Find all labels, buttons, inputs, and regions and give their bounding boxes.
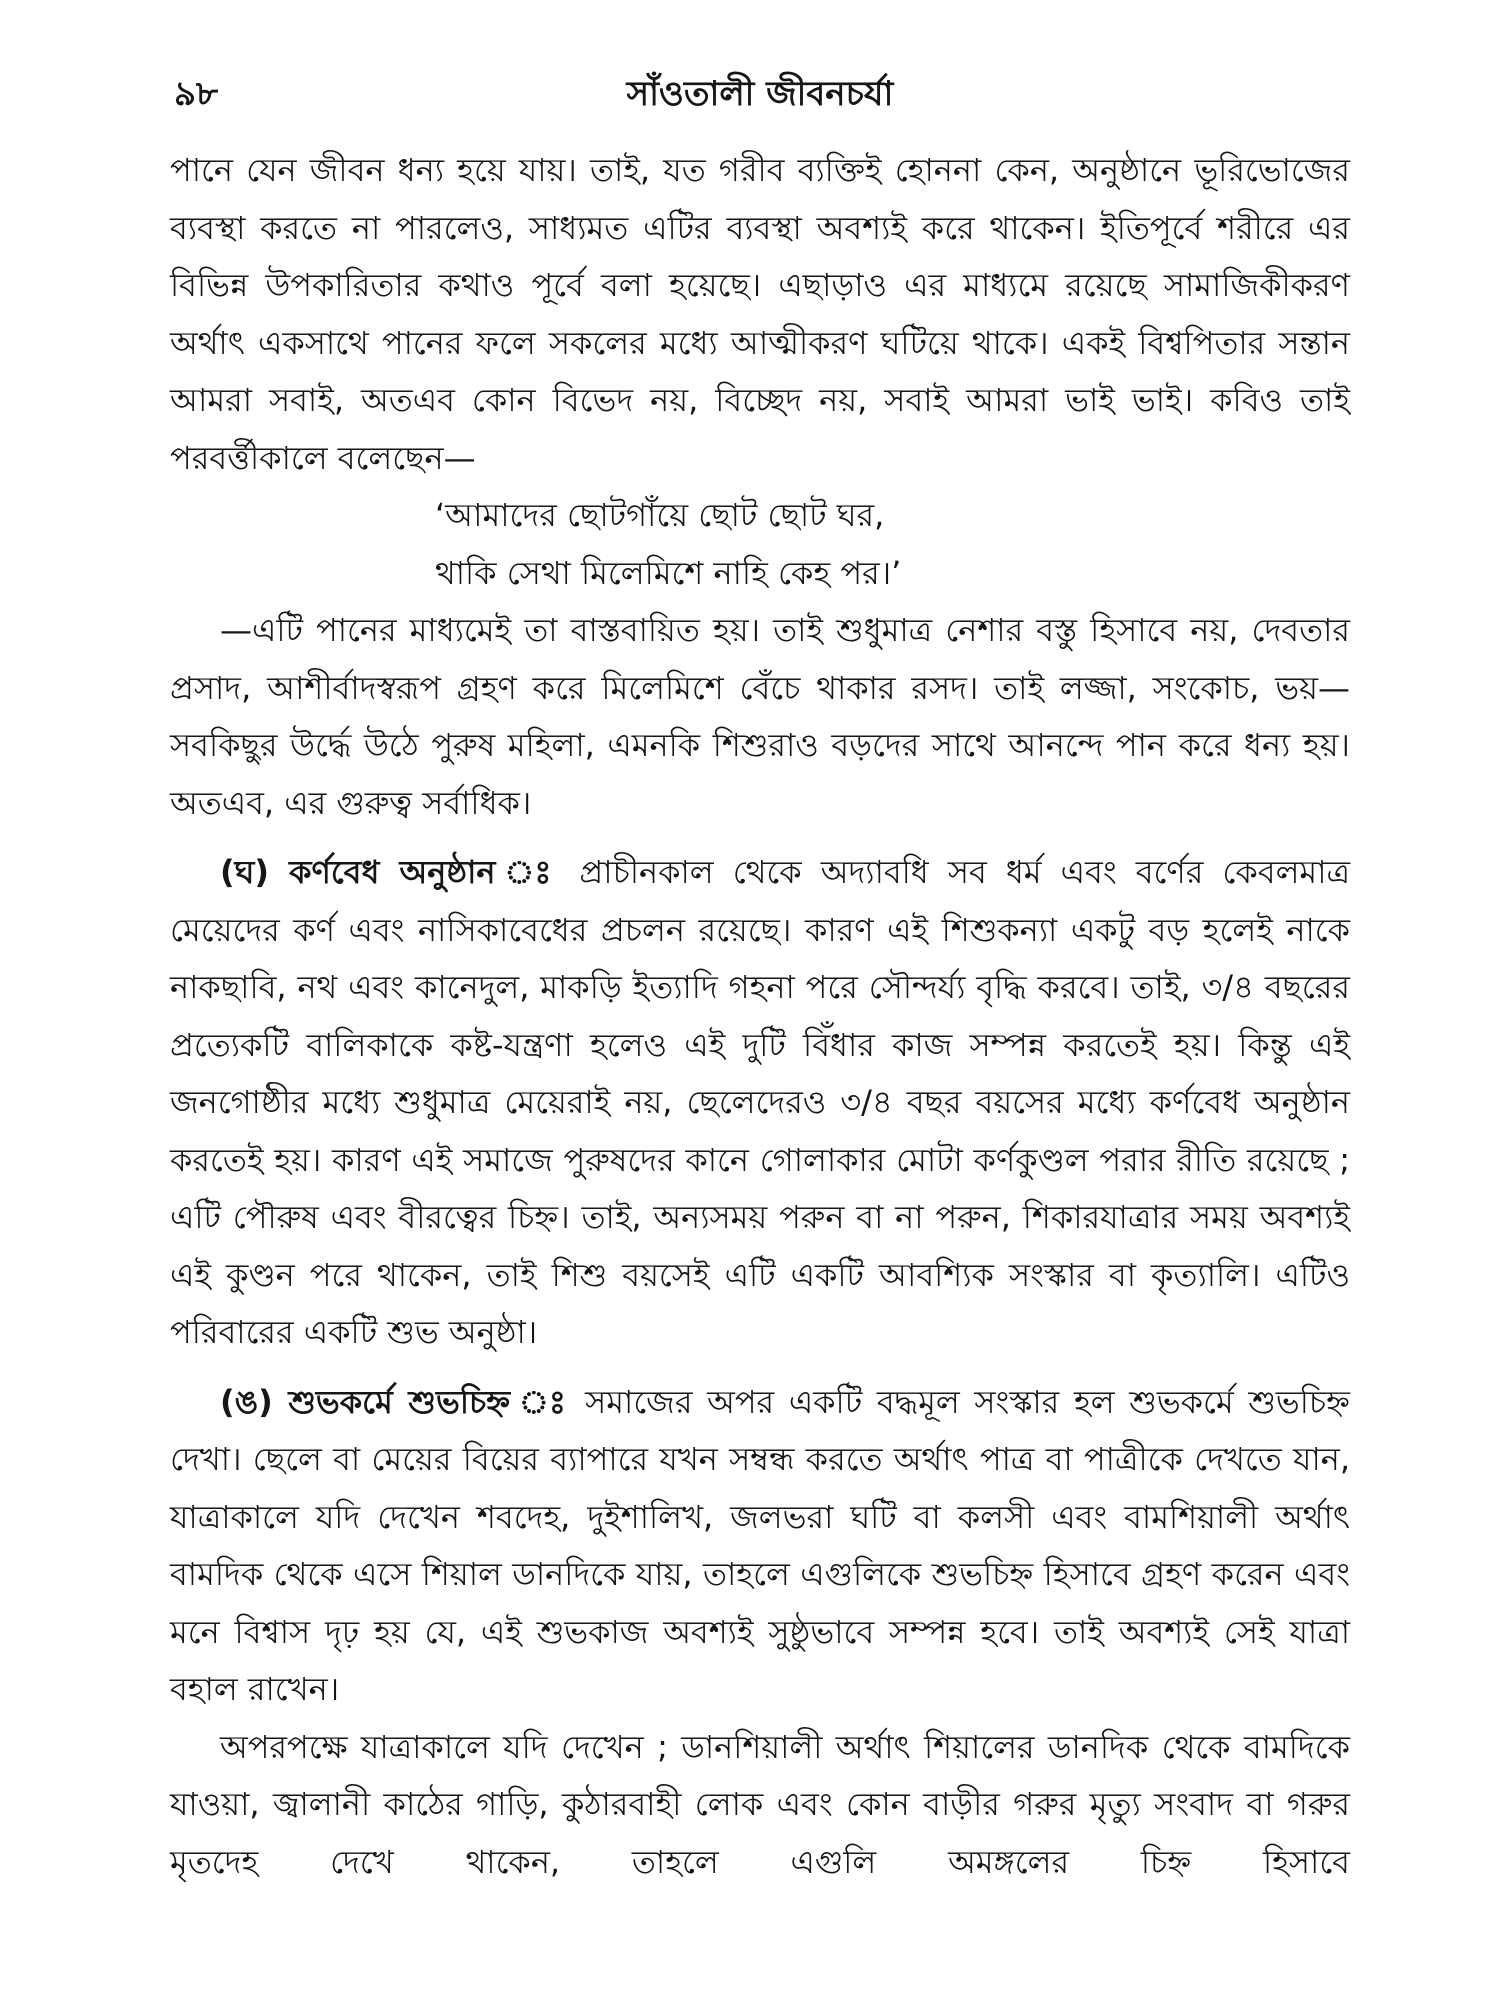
page-header (170, 62, 1350, 122)
section-heading-karnabedh: (ঘ) কর্ণবেধ অনুষ্ঠান ঃ (220, 853, 561, 891)
section-text-shubhochinho: সমাজের অপর একটি বদ্ধমূল সংস্কার হল শুভকর্মে শুভচিহ্ন দেখা। ছেলে বা মেয়ের বিয়ের ব্যাপারে যখন সম্বন্ধ করতে অর্থাৎ পাত্র বা পাত্রীকে দেখতে যান, যাত্রাকালে যদি দেখেন শবদেহ, দুইশালিখ, জলভরা ঘটি বা কলসী এবং বামশিয়ালী অর্থাৎ বামদিক থেকে এসে শিয়াল ডানদিকে যায়, তাহলে এগুলিকে শুভচিহ্ন হিসাবে গ্রহণ করেন এবং মনে বিশ্বাস দৃঢ় হয় যে, এই শুভকাজ অবশ্যই সুষ্ঠুভাবে সম্পন্ন হবে। তাই অবশ্যই সেই যাত্রা বহাল রাখেন। (170, 1382, 1350, 1708)
running-title: সাঁওতালী জীবনচর্যা (626, 74, 894, 114)
section-shubhochinho (170, 1374, 1350, 1719)
paragraph-bad-omens: অপরপক্ষে যাত্রাকালে যদি দেখেন ; ডানশিয়ালী অর্থাৎ শিয়ালের ডানদিক থেকে বামদিকে যাওয়া, জ্বালানী কাঠের গাড়ি, কুঠারবাহী লোক এবং কোন বাড়ীর গরুর মৃত্যু সংবাদ বা গরুর মৃতদেহ দেখে থাকেন, তাহলে এগুলি অমঙ্গলের চিহ্ন হিসাবে (170, 1727, 1350, 1881)
section-text-karnabedh: প্রাচীনকাল থেকে অদ্যাবধি সব ধর্ম এবং বর্ণের কেবলমাত্র মেয়েদের কর্ণ এবং নাসিকাবেধের প্রচলন রয়েছে। কারণ এই শিশুকন্যা একটু বড় হলেই নাকে নাকছাবি, নথ এবং কানেদুল, মাকড়ি ইত্যাদি গহনা পরে সৌন্দর্য্য বৃদ্ধি করবে। তাই, ৩/৪ বছরের প্রত্যেকটি বালিকাকে কষ্ট-যন্ত্রণা হলেও এই দুটি বিঁধার কাজ সম্পন্ন করতেই হয়। কিন্তু এই জনগোষ্ঠীর মধ্যে শুধুমাত্র মেয়েরাই নয়, ছেলেদেরও ৩/৪ বছর বয়সের মধ্যে কর্ণবেধ অনুষ্ঠান করতেই হয়। কারণ এই সমাজে পুরুষদের কানে গোলাকার মোটা কর্ণকুণ্ডল পরার রীতি রয়েছে ; এটি পৌরুষ এবং বীরত্বের চিহ্ন। তাই, অন্যসময় পরুন বা না পরুন, শিকারযাত্রার সময় অবশ্যই এই কুণ্ডন পরে থাকেন, তাই শিশু বয়সেই এটি একটি আবশ্যিক সংস্কার বা কৃত্যালি। এটিও পরিবারের একটি শুভ অনুষ্ঠা। (170, 853, 1350, 1351)
verse-line: থাকি সেথা মিলেমিশে নাহি কেহ পর।’ (435, 553, 902, 592)
paragraph-pan-significance: —এটি পানের মাধ্যমেই তা বাস্তবায়িত হয়। তাই শুধুমাত্র নেশার বস্তু হিসাবে নয়, দেবতার প্রসাদ, আশীর্বাদস্বরূপ গ্রহণ করে মিলেমিশে বেঁচে থাকার রসদ। তাই লজ্জা, সংকোচ, ভয়—সবকিছুর উর্দ্ধে উঠে পুরুষ মহিলা, এমনকি শিশুরাও বড়দের সাথে আনন্দে পান করে ধন্য হয়। অতএব, এর গুরুত্ব সর্বাধিক। (170, 611, 1350, 822)
verse-quote (170, 487, 1350, 602)
section-karnabedh (170, 844, 1350, 1362)
paragraph-continuation: পানে যেন জীবন ধন্য হয়ে যায়। তাই, যত গরীব ব্যক্তিই হোননা কেন, অনুষ্ঠানে ভূরিভোজের ব্যবস্থা করতে না পারলেও, সাধ্যমত এটির ব্যবস্থা অবশ্যই করে থাকেন। ইতিপূর্বে শরীরে এর বিভিন্ন উপকারিতার কথাও পূর্বে বলা হয়েছে। এছাড়াও এর মাধ্যমে রয়েছে সামাজিকীকরণ অর্থাৎ একসাথে পানের ফলে সকলের মধ্যে আত্মীকরণ ঘটিয়ে থাকে। একই বিশ্বপিতার সন্তান আমরা সবাই, অতএব কোন বিভেদ নয়, বিচ্ছেদ নয়, সবাই আমরা ভাই ভাই। কবিও তাই পরবর্ত্তীকালে বলেছেন— (170, 151, 1350, 477)
section-heading-shubhochinho: (ঙ) শুভকর্মে শুভচিহ্ন ঃ (220, 1382, 571, 1421)
page-number: ৯৮ (174, 74, 219, 114)
page-body (170, 142, 1350, 1891)
verse-line: ‘আমাদের ছোটগাঁয়ে ছোট ছোট ঘর, (435, 496, 885, 534)
